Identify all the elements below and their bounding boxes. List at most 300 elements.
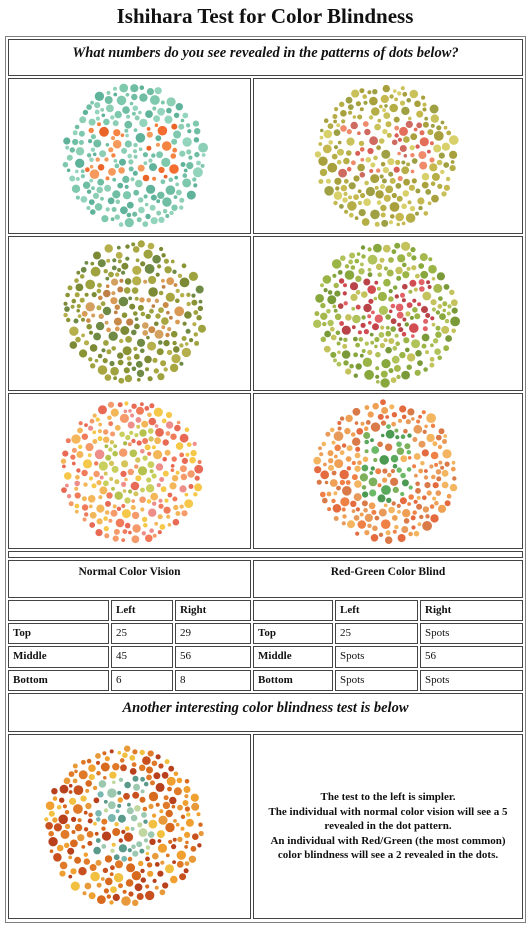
plate-dot (133, 190, 139, 196)
plate-dot (320, 283, 324, 287)
plate-dot (352, 325, 356, 329)
plate-dot (185, 427, 190, 432)
plate-dot (346, 456, 352, 462)
plate-dot (363, 101, 367, 105)
plate-dot (128, 489, 132, 493)
plate-dot (124, 129, 128, 133)
plate-dot (124, 833, 133, 842)
plate-dot (108, 272, 114, 278)
plate-dot (362, 94, 367, 99)
plate-dot (325, 481, 329, 485)
plate-dot (144, 194, 148, 198)
plate-dot (83, 182, 90, 189)
plate-dot (385, 444, 392, 451)
plate-dot (365, 405, 370, 410)
plate-dot (322, 498, 328, 504)
plate-dot (155, 862, 160, 867)
plate-dot (112, 843, 116, 847)
plate-dot (346, 480, 351, 485)
plate-dot (152, 177, 156, 181)
plate-dot (146, 314, 151, 319)
plate-dot (441, 191, 446, 196)
plate-dot (408, 456, 412, 460)
plate-dot (409, 485, 413, 489)
plate-dot (410, 206, 415, 211)
plate-dot (161, 253, 165, 257)
plate-dot (389, 220, 393, 224)
plate-dot (132, 212, 137, 217)
plate-dot (85, 780, 92, 787)
plate-dot (148, 436, 153, 441)
plate-dot (163, 471, 169, 477)
plate-dot (328, 465, 334, 471)
plate-dot (69, 790, 73, 794)
plate-dot (101, 827, 105, 831)
plate-dot (334, 309, 338, 313)
normal-middle-right-value: 56 (175, 646, 251, 668)
plate-dot (414, 500, 418, 504)
plate-dot (61, 487, 67, 493)
plate-dot (157, 373, 164, 380)
plate-dot (159, 291, 164, 296)
plate-dot (407, 408, 414, 415)
plate-dot (364, 181, 369, 186)
plate-dot (324, 130, 333, 139)
plate-dot (141, 877, 146, 882)
plate-dot (422, 521, 432, 531)
plate-dot (369, 471, 373, 475)
plate-dot (79, 131, 85, 137)
plate-dot (321, 337, 327, 343)
plate-dot (380, 399, 386, 405)
plate-dot (353, 175, 359, 181)
plate-dot (382, 468, 387, 473)
plate-dot (356, 428, 363, 435)
plate-dot (119, 844, 127, 852)
plate-dot (119, 339, 123, 343)
plate-dot (363, 457, 369, 463)
plate-dot (110, 297, 117, 304)
plate-dot (420, 271, 428, 279)
plate-dot (328, 458, 333, 463)
plate-dot (106, 328, 111, 333)
plate-dot (98, 354, 103, 359)
plate-dot (152, 107, 156, 111)
plate-dot (414, 313, 420, 319)
plate-dot (395, 294, 399, 298)
plate-dot (375, 352, 381, 358)
plate-dot (110, 749, 114, 753)
plate-dot (145, 535, 153, 543)
plate-dot (191, 294, 195, 298)
plate-dot (323, 145, 332, 154)
plate-dot (401, 166, 409, 174)
plate-dot (167, 777, 176, 786)
plate-dot (392, 515, 398, 521)
plate-dot (441, 121, 445, 125)
plate-dot (408, 200, 412, 204)
plate-dot (194, 465, 203, 474)
plate-dot (426, 434, 434, 442)
plate-dot (104, 472, 108, 476)
plate-dot (85, 280, 95, 290)
plate-dot (339, 204, 344, 209)
plate-dot (96, 157, 100, 161)
plate-dot (127, 154, 132, 159)
plate-dot (440, 170, 444, 174)
plate-dot (382, 179, 387, 184)
plate-dot (114, 529, 120, 535)
plate-dot (371, 446, 379, 454)
redgreen-col-blank (253, 600, 333, 621)
plate-dot (315, 151, 321, 157)
plate-dot (314, 311, 319, 316)
plate-dot (392, 140, 398, 146)
plate-dot (412, 307, 418, 313)
plate-dot (161, 325, 165, 329)
plate-dot (381, 371, 388, 378)
plate-dot (113, 93, 117, 97)
redgreen-top-right-value: Spots (420, 623, 523, 644)
plate-dot (343, 291, 347, 295)
plate-dot (402, 222, 406, 226)
plate-dot (381, 213, 386, 218)
plate-dot (381, 162, 386, 167)
plate-dot (414, 531, 420, 537)
another-test-heading (8, 693, 523, 732)
plate-dot (156, 273, 160, 277)
plate-dot (172, 497, 177, 502)
plate-dot (152, 502, 156, 506)
plate-dot (155, 135, 161, 141)
plate-dot (432, 323, 436, 327)
plate-dot (349, 182, 356, 189)
plate-dot (404, 443, 410, 449)
plate-dot (397, 510, 401, 514)
plate-dot (431, 424, 435, 428)
plate-dot (364, 530, 369, 535)
plate-dot (69, 501, 74, 506)
plate-dot (360, 354, 364, 358)
plate-dot (112, 207, 117, 212)
plate-dot (145, 110, 153, 118)
plate-dot (430, 357, 435, 362)
plate-dot (117, 96, 127, 106)
plate-dot (341, 119, 345, 123)
plate-dot (320, 492, 326, 498)
plate-dot (408, 290, 412, 294)
plate-dot (158, 844, 167, 853)
plate-dot (118, 883, 123, 888)
plate-dot (424, 482, 430, 488)
redgreen-middle-right-value: 56 (420, 646, 523, 668)
plate-dot (334, 431, 344, 441)
plate-dot (337, 149, 344, 156)
plate-dot (88, 357, 92, 361)
plate-dot (108, 421, 113, 426)
plate-dot (158, 816, 167, 825)
plate-dot (397, 91, 401, 95)
spacer-row (8, 551, 523, 558)
plate-dot (411, 334, 415, 338)
plate-dot (117, 287, 123, 293)
plate-dot (142, 322, 149, 329)
plate-dot (105, 374, 112, 381)
plate-dot (147, 862, 152, 867)
plate-dot (147, 132, 153, 138)
plate-dot (97, 289, 102, 294)
plate-dot (117, 352, 123, 358)
plate-dot (432, 307, 436, 311)
plate-dot (132, 762, 137, 767)
plate-dot (328, 123, 334, 129)
plate-dot (131, 844, 136, 849)
plate-dot (418, 469, 423, 474)
plate-dot (106, 207, 110, 211)
plate-dot (193, 492, 197, 496)
plate-dot (393, 285, 397, 289)
plate-dot (103, 307, 111, 315)
plate-dot (137, 440, 142, 445)
plate-dot (150, 95, 160, 105)
plate-dot (327, 163, 337, 173)
plate-dot (106, 349, 111, 354)
plate-dot (385, 536, 393, 544)
plate-dot (163, 340, 169, 346)
plate-dot (442, 439, 447, 444)
plate-dot (424, 475, 428, 479)
plate-dot (396, 441, 402, 447)
plate-dot (163, 209, 168, 214)
plate-dot (377, 200, 382, 205)
plate-dot (122, 312, 128, 318)
plate-dot (101, 301, 106, 306)
plate-dot (125, 185, 129, 189)
plate-dot (416, 504, 422, 510)
plate-dot (445, 462, 450, 467)
plate-dot (186, 123, 190, 127)
plate-dot (93, 786, 97, 790)
plate-dot (441, 326, 449, 334)
plate-dot (166, 108, 172, 114)
plate-dot (74, 487, 78, 491)
plate-dot (158, 126, 168, 136)
plate-dot (340, 497, 349, 506)
plate-dot (117, 246, 121, 250)
plate-dot (140, 777, 145, 782)
plate-dot (124, 367, 130, 373)
plate-dot (354, 493, 362, 501)
plate-dot (140, 449, 145, 454)
plate-dot (132, 367, 137, 372)
plate-dot (423, 319, 428, 324)
plate-dot (99, 314, 104, 319)
plate-dot (378, 494, 386, 502)
plate-dot (332, 259, 342, 269)
plate-dot (52, 817, 57, 822)
plate-dot (415, 370, 421, 376)
plate-dot (107, 894, 111, 898)
plate-dot (406, 121, 413, 128)
plate-dot (149, 163, 157, 171)
plate-dot (115, 860, 123, 868)
plate-dot (354, 466, 360, 472)
normal-vision-header (8, 560, 251, 598)
plate-dot (159, 477, 164, 482)
plate-dot (131, 482, 140, 491)
plate-dot (353, 352, 358, 357)
plate-dot (447, 494, 452, 499)
plate-dot (148, 159, 152, 163)
plate-dot (135, 180, 143, 188)
plate-dot (402, 332, 407, 337)
plate-dot (152, 445, 156, 449)
plate-dot (61, 830, 70, 839)
plate-dot (119, 449, 127, 457)
plate-dot (170, 876, 178, 884)
plate-dot (191, 794, 199, 802)
plate-dot (132, 276, 141, 285)
plate-dot (192, 322, 196, 326)
plate-dot (436, 310, 440, 314)
plate-dot (114, 318, 122, 326)
plate-cell-middle-right (253, 236, 523, 391)
plate-dot (337, 351, 341, 355)
plate-dot (72, 299, 77, 304)
plate-dot (416, 111, 423, 118)
plate-cell-bottom-left (8, 393, 251, 549)
plate-dot (360, 193, 365, 198)
plate-dot (172, 270, 176, 274)
plate-dot (81, 196, 88, 203)
plate-dot (54, 823, 62, 831)
plate-dot (328, 140, 333, 145)
plate-dot (102, 832, 111, 841)
plate-dot (137, 370, 144, 377)
plate-dot (133, 347, 137, 351)
plate-dot (114, 159, 118, 163)
plate-dot (186, 293, 190, 297)
plate-dot (95, 450, 105, 460)
plate-dot (64, 843, 69, 848)
plate-dot (157, 871, 163, 877)
plate-dot (85, 883, 92, 890)
plate-dot (166, 311, 170, 315)
plate-dot (357, 115, 362, 120)
plate-dot (167, 787, 172, 792)
plate-dot (120, 326, 129, 335)
plate-dot (166, 277, 174, 285)
plate-dot (323, 275, 332, 284)
plate-dot (397, 467, 402, 472)
plate-dot (119, 297, 129, 307)
plate-dot (96, 838, 101, 843)
plate-dot (359, 337, 364, 342)
plate-dot (398, 138, 402, 142)
plate-dot (105, 277, 109, 281)
plate-dot (172, 456, 177, 461)
plate-dot (420, 137, 429, 146)
plate-dot (194, 341, 199, 346)
plate-dot (369, 489, 376, 496)
plate-dot (438, 505, 446, 513)
plate-dot (98, 365, 108, 375)
plate-dot (196, 315, 201, 320)
plate-dot (150, 493, 158, 501)
plate-dot (108, 168, 116, 176)
plate-dot (93, 140, 101, 148)
plate-dot (138, 466, 147, 475)
plate-dot (126, 879, 134, 887)
plate-dot (93, 471, 99, 477)
plate-dot (190, 450, 196, 456)
plate-dot (443, 345, 449, 351)
plate-dot (387, 158, 394, 165)
plate-dot (113, 894, 120, 901)
plate-dot (119, 432, 125, 438)
plate-dot (334, 129, 341, 136)
plate-dot (396, 183, 402, 189)
plate-dot (92, 483, 97, 488)
plate-dot (420, 461, 424, 465)
plate-dot (176, 823, 180, 827)
plate-dot (115, 305, 120, 310)
plate-dot (390, 202, 400, 212)
plate-dot (335, 314, 342, 321)
plate-dot (363, 198, 371, 206)
plate-dot (122, 752, 128, 758)
plate-dot (347, 201, 357, 211)
plate-dot (96, 417, 100, 421)
plate-dot (348, 104, 354, 110)
plate-dot (181, 815, 185, 819)
plate-dot (407, 252, 412, 257)
plate-dot (313, 457, 321, 465)
plate-dot (112, 190, 120, 198)
plate-dot (161, 317, 169, 325)
plate-dot (134, 354, 140, 360)
plate-dot (152, 853, 159, 860)
plate-dot (118, 402, 123, 407)
plate-dot (439, 313, 446, 320)
plate-dot (99, 486, 107, 494)
plate-dot (344, 210, 348, 214)
plate-dot (419, 162, 427, 170)
plate-dot (362, 485, 367, 490)
plate-dot (173, 819, 177, 823)
bottom-plate-cell (8, 734, 251, 919)
plate-dot (355, 421, 359, 425)
plate-dot (98, 495, 102, 499)
plate-dot (140, 349, 145, 354)
plate-dot (370, 438, 374, 442)
plate-dot (422, 344, 427, 349)
plate-dot (369, 478, 378, 487)
plate-dot (188, 156, 192, 160)
plate-dot (179, 485, 186, 492)
plate-dot (112, 178, 116, 182)
plate-dot (347, 466, 351, 470)
plate-dot (101, 215, 108, 222)
plate-dot (148, 287, 158, 297)
ishihara-plate-25-icon (9, 79, 250, 233)
plate-dot (152, 358, 157, 363)
plate-dot (103, 429, 108, 434)
plate-dot (355, 216, 359, 220)
plate-dot (330, 327, 335, 332)
plate-dot (194, 128, 200, 134)
plate-dot (373, 458, 377, 462)
